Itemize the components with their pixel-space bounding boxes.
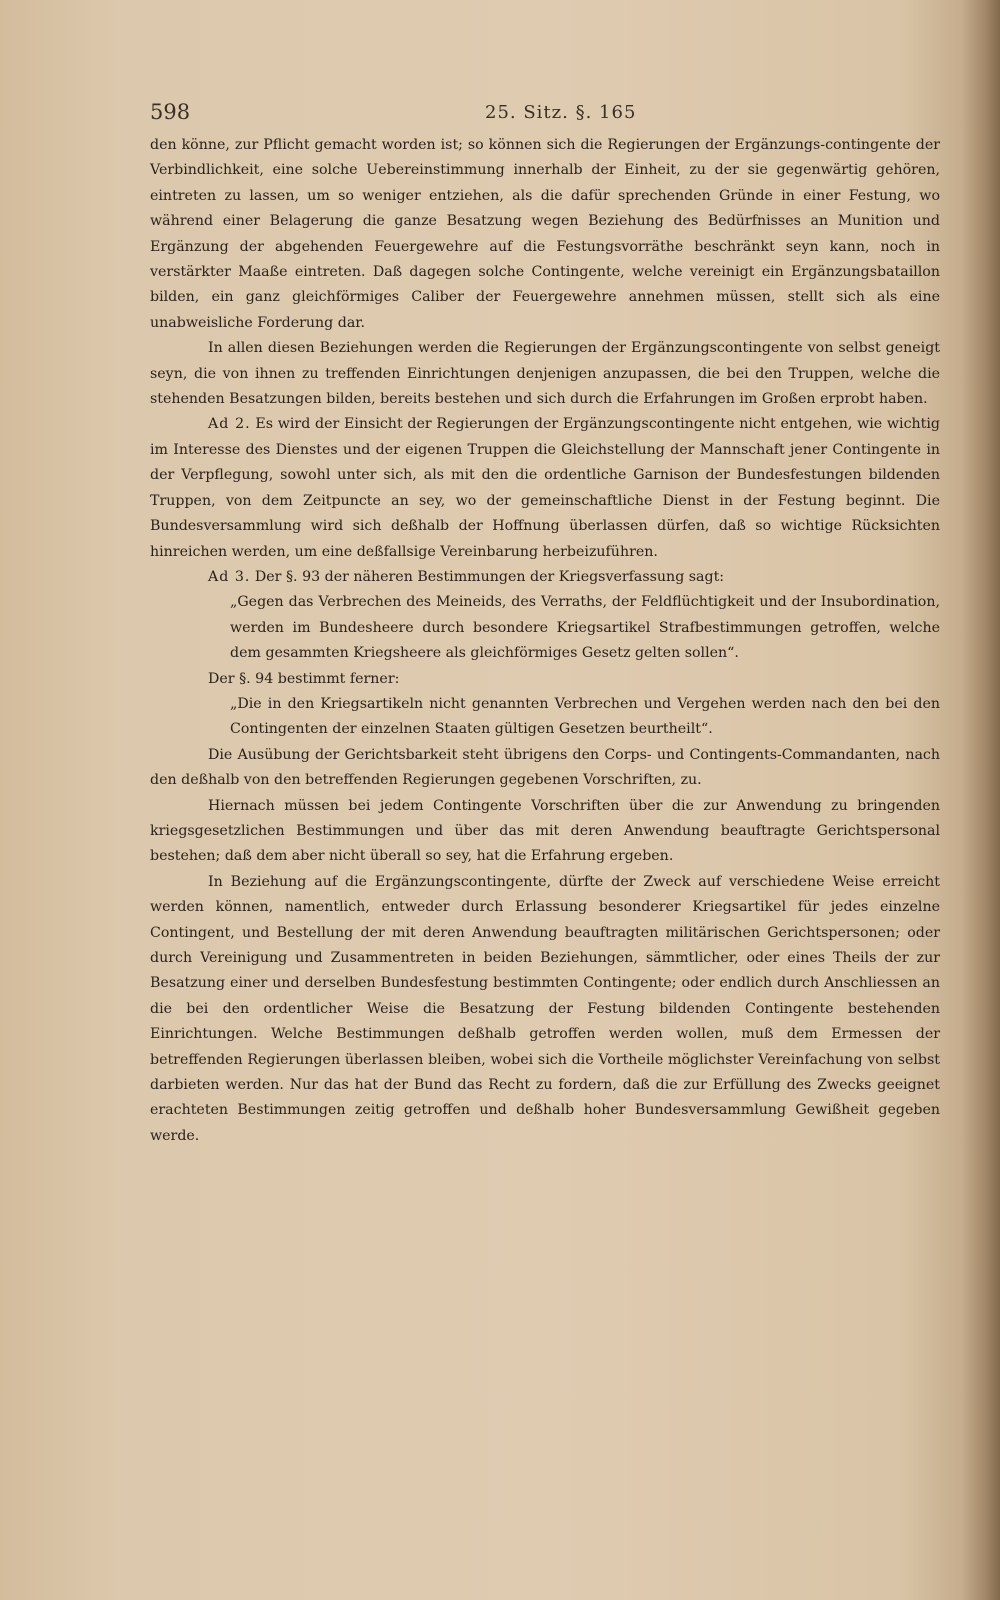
ad-2-text: Es wird der Einsicht der Regierungen der Ergänzungscontingente nicht entgehen, wie wichtig im Interesse des Dienstes und der eigenen Truppen die Gleichstellung der Mannschaft jener Contingente in der Verpflegung, sowohl unter sich, als mit den die ordentliche Garnison der Bundesfestungen bildenden Truppen, von dem Zeitpuncte an sey, wo der gemeinschaftliche Dienst in der Festung beginnt. Die Bundesversammlung wird sich deßhalb der Hoffnung überlassen dürfen, daß so wichtige Rücksichten hinreichen werden, um eine deßfallsige Vereinbarung herbeizuführen. bbox=[150, 416, 941, 560]
page-header bbox=[150, 100, 940, 130]
page-body bbox=[150, 133, 940, 1149]
quote-paragraph-94: „Die in den Kriegsartikeln nicht genannten Verbrechen und Vergehen werden nach den bei den Contingenten der einzelnen Staaten gültigen Gesetzen beurtheilt“. bbox=[230, 695, 940, 738]
paragraph-jurisdiction: Die Ausübung der Gerichtsbarkeit steht übrigens den Corps- und Contingents-Commandanten, nach den deßhalb von den betreffenden Regierungen gegebenen Vorschriften, zu. bbox=[150, 746, 940, 789]
paragraph-ad-2 bbox=[150, 412, 940, 564]
paragraph-1: den könne, zur Pflicht gemacht worden ist; so können sich die Regierungen der Ergänzungs-contingente der Verbindlichkeit, eine solche Uebereinstimmung innerhalb der Einheit, zu der sie gegenwärtig gehören, eintreten zu lassen, um so weniger entziehen, als die dafür sprechenden Gründe in einer Festung, wo während einer Belagerung die ganze Besatzung wegen Beziehung des Bedürfnisses an Munition und Ergänzung der abgehenden Feuergewehre auf die Festungsvorräthe beschränkt seyn kann, noch in verstärkter Maaße eintreten. Daß dagegen solche Contingente, welche vereinigt ein Ergänzungsbataillon bilden, ein ganz gleichförmiges Caliber der Feuergewehre annehmen müssen, stellt sich als eine unabweisliche Forderung dar. bbox=[150, 137, 940, 331]
paragraph-94-intro: Der §. 94 bestimmt ferner: bbox=[208, 670, 400, 687]
page-edge-shadow bbox=[962, 0, 1000, 1600]
paragraph-ad-3 bbox=[150, 565, 940, 590]
ad-3-text: Der §. 93 der näheren Bestimmungen der Kriegsverfassung sagt: bbox=[254, 568, 725, 585]
quote-paragraph-93: „Gegen das Verbrechen des Meineids, des Verraths, der Feldflüchtigkeit und der Insubordination, werden im Bundesheere durch besondere Kriegsartikel Strafbestimmungen getroffen, welche dem gesammten Kriegsheere als gleichförmiges Gesetz gelten sollen“. bbox=[230, 594, 940, 662]
ad-2-label: Ad 2. bbox=[208, 416, 251, 433]
running-head: 25. Sitz. §. 165 bbox=[485, 102, 637, 123]
ad-3-label: Ad 3. bbox=[208, 568, 251, 585]
paragraph-regulations: Hiernach müssen bei jedem Contingente Vorschriften über die zur Anwendung zu bringenden kriegsgesetzlichen Bestimmungen und über das mit deren Anwendung beauftragte Gerichtspersonal bestehen; daß dem aber nicht überall so sey, hat die Erfahrung ergeben. bbox=[150, 797, 940, 865]
paragraph-conclusion: In Beziehung auf die Ergänzungscontingente, dürfte der Zweck auf verschiedene Weise erreicht werden können, namentlich, entweder durch Erlassung besonderer Kriegsartikel für jedes einzelne Contingent, und Bestellung der mit deren Anwendung beauftragten militärischen Gerichtspersonen; oder durch Vereinigung und Zusammentreten in beiden Beziehungen, sämmtlicher, oder eines Theils der zur Besatzung einer und derselben Bundesfestung bestimmten Contingente; oder endlich durch Anschliessen an die bei den ordentlicher Weise die Besatzung der Festung bildenden Contingente bestehenden Einrichtungen. Welche Bestimmungen deßhalb getroffen werden wollen, muß dem Ermessen der betreffenden Regierungen überlassen bleiben, wobei sich die Vortheile möglichster Vereinfachung von selbst darbieten werden. Nur das hat der Bund das Recht zu fordern, daß die zur Erfüllung des Zwecks geeignet erachteten Bestimmungen zeitig getroffen und deßhalb hoher Bundesversammlung Gewißheit gegeben werde. bbox=[150, 873, 940, 1144]
page-number: 598 bbox=[150, 100, 191, 124]
paragraph-2: In allen diesen Beziehungen werden die Regierungen der Ergänzungscontingente von selbst geneigt seyn, die von ihnen zu treffenden Einrichtungen denjenigen anzupassen, die bei den Truppen, welche die stehenden Besatzungen bilden, bereits bestehen und sich durch die Erfahrungen im Großen erprobt haben. bbox=[150, 340, 940, 408]
